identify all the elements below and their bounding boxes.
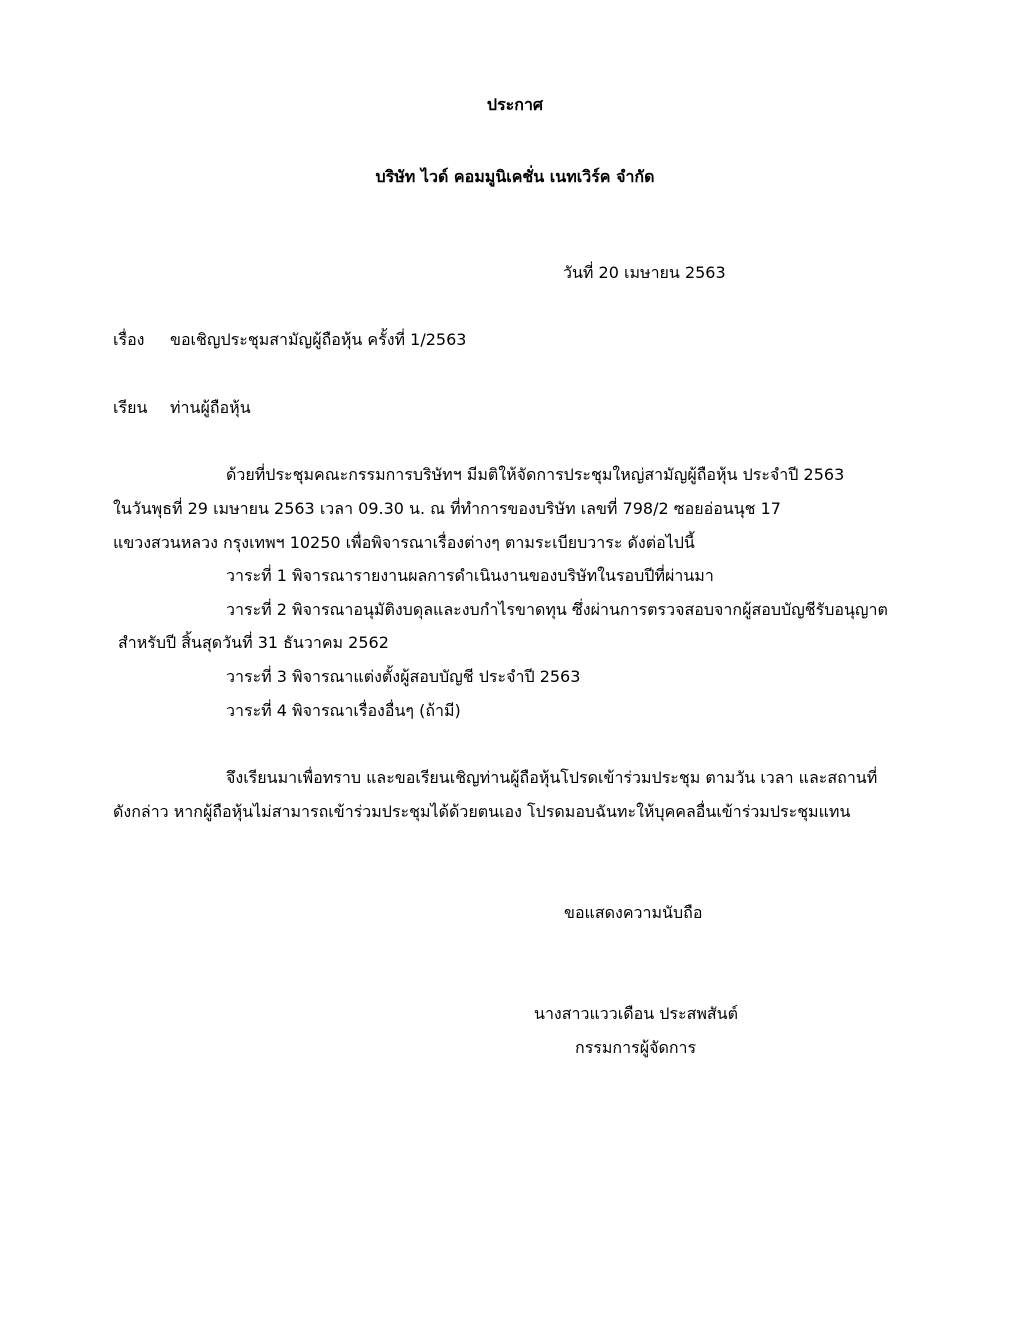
document-date: วันที่ 20 เมษายน 2563 (563, 263, 726, 282)
body-paragraph-1-line-3: แขวงสวนหลวง กรุงเทพฯ 10250 เพื่อพิจารณาเรื่องต่างๆ ตามระเบียบวาระ ดังต่อไปนี้ (113, 533, 695, 552)
agenda-item-2-continuation: สำหรับปี สิ้นสุดวันที่ 31 ธันวาคม 2562 (118, 633, 389, 652)
company-name: บริษัท ไวด์ คอมมูนิเคชั่น เนทเวิร์ค จำกัด (375, 167, 655, 186)
agenda-item-4: วาระที่ 4 พิจารณาเรื่องอื่นๆ (ถ้ามี) (226, 701, 461, 720)
closing-salutation: ขอแสดงความนับถือ (564, 903, 703, 922)
signatory-position: กรรมการผู้จัดการ (575, 1038, 697, 1057)
recipient-text: ท่านผู้ถือหุ้น (170, 398, 251, 417)
recipient-label: เรียน (113, 398, 148, 417)
signatory-name: นางสาวแววเดือน ประสพสันต์ (534, 1004, 738, 1023)
subject-label: เรื่อง (113, 330, 145, 349)
body-paragraph-1-line-2: ในวันพุธที่ 29 เมษายน 2563 เวลา 09.30 น. ณ ที่ทำการของบริษัท เลขที่ 798/2 ซอยอ่อนนุช 17 (113, 499, 781, 518)
body-paragraph-1-line-1: ด้วยที่ประชุมคณะกรรมการบริษัทฯ มีมติให้จัดการประชุมใหญ่สามัญผู้ถือหุ้น ประจำปี 2563 (226, 465, 845, 484)
body-paragraph-2-line-1: จึงเรียนมาเพื่อทราบ และขอเรียนเชิญท่านผู้ถือหุ้นโปรดเข้าร่วมประชุม ตามวัน เวลา และสถานที่ (226, 768, 878, 787)
agenda-item-2: วาระที่ 2 พิจารณาอนุมัติงบดุลและงบกำไรขาดทุน ซึ่งผ่านการตรวจสอบจากผู้สอบบัญชีรับอนุญาต (226, 600, 888, 619)
agenda-item-1: วาระที่ 1 พิจารณารายงานผลการดำเนินงานของบริษัทในรอบปีที่ผ่านมา (226, 566, 714, 585)
body-paragraph-2-line-2: ดังกล่าว หากผู้ถือหุ้นไม่สามารถเข้าร่วมประชุมได้ด้วยตนเอง โปรดมอบฉันทะให้บุคคลอื่นเข้าร่วมประชุมแทน (113, 802, 851, 821)
agenda-item-3: วาระที่ 3 พิจารณาแต่งตั้งผู้สอบบัญชี ประจำปี 2563 (226, 667, 581, 686)
document-title: ประกาศ (486, 95, 544, 114)
subject-text: ขอเชิญประชุมสามัญผู้ถือหุ้น ครั้งที่ 1/2563 (170, 330, 467, 349)
